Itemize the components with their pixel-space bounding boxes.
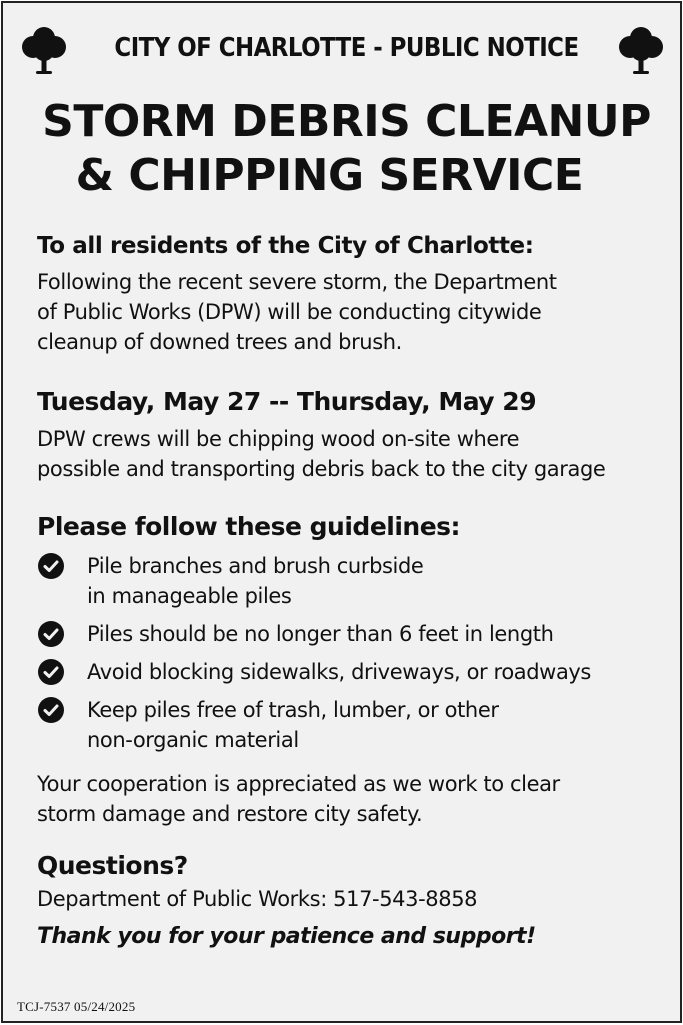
thank-you-message: Thank you for your patience and support! — [37, 924, 536, 949]
list-item — [37, 695, 656, 755]
list-item — [37, 619, 656, 649]
headline-line1: STORM DEBRIS CLEANUP — [42, 96, 651, 147]
list-item-text — [87, 551, 423, 611]
crews-line: possible and transporting debris back to the city garage — [37, 457, 606, 481]
list-item-line: Pile branches and brush curbside — [87, 554, 424, 578]
crews-paragraph — [37, 424, 656, 484]
crews-line: DPW crews will be chipping wood on-site where — [37, 427, 520, 451]
tree-icon — [19, 25, 69, 77]
check-circle-icon — [37, 620, 65, 648]
service-dates: Tuesday, May 27 -- Thursday, May 29 — [37, 387, 537, 416]
check-circle-icon — [37, 552, 65, 580]
notice-header — [37, 21, 656, 81]
notice-kicker: CITY OF CHARLOTTE - PUBLIC NOTICE — [114, 33, 579, 63]
headline — [37, 95, 656, 203]
list-item-text — [87, 695, 499, 755]
cooperation-line: storm damage and restore city safety. — [37, 802, 423, 826]
list-item-text — [87, 619, 554, 649]
intro-line: cleanup of downed trees and brush. — [37, 330, 402, 354]
list-item — [37, 657, 656, 687]
list-item-line: non-organic material — [87, 728, 299, 752]
list-item-line: Piles should be no longer than 6 feet in length — [87, 622, 554, 646]
list-item-line: Avoid blocking sidewalks, driveways, or roadways — [87, 660, 591, 684]
list-item-text — [87, 657, 591, 687]
guidelines-list — [37, 551, 656, 755]
list-item — [37, 551, 656, 611]
intro-paragraph — [37, 267, 656, 357]
ad-code: TCJ-7537 05/24/2025 — [17, 999, 136, 1014]
questions-heading: Questions? — [37, 851, 188, 880]
list-item-line: in manageable piles — [87, 584, 292, 608]
tree-icon — [616, 25, 666, 77]
contact-phone: Department of Public Works: 517-543-8858 — [37, 887, 478, 911]
guidelines-title: Please follow these guidelines: — [37, 512, 461, 541]
intro-line: of Public Works (DPW) will be conducting citywide — [37, 300, 542, 324]
intro-line: Following the recent severe storm, the Department — [37, 270, 557, 294]
salutation: To all residents of the City of Charlotte: — [37, 233, 534, 259]
public-notice — [1, 1, 682, 1023]
check-circle-icon — [37, 696, 65, 724]
check-circle-icon — [37, 658, 65, 686]
cooperation-line: Your cooperation is appreciated as we work to clear — [37, 772, 560, 796]
list-item-line: Keep piles free of trash, lumber, or other — [87, 698, 499, 722]
cooperation-paragraph — [37, 769, 656, 829]
headline-line2: & CHIPPING SERVICE — [75, 150, 584, 201]
